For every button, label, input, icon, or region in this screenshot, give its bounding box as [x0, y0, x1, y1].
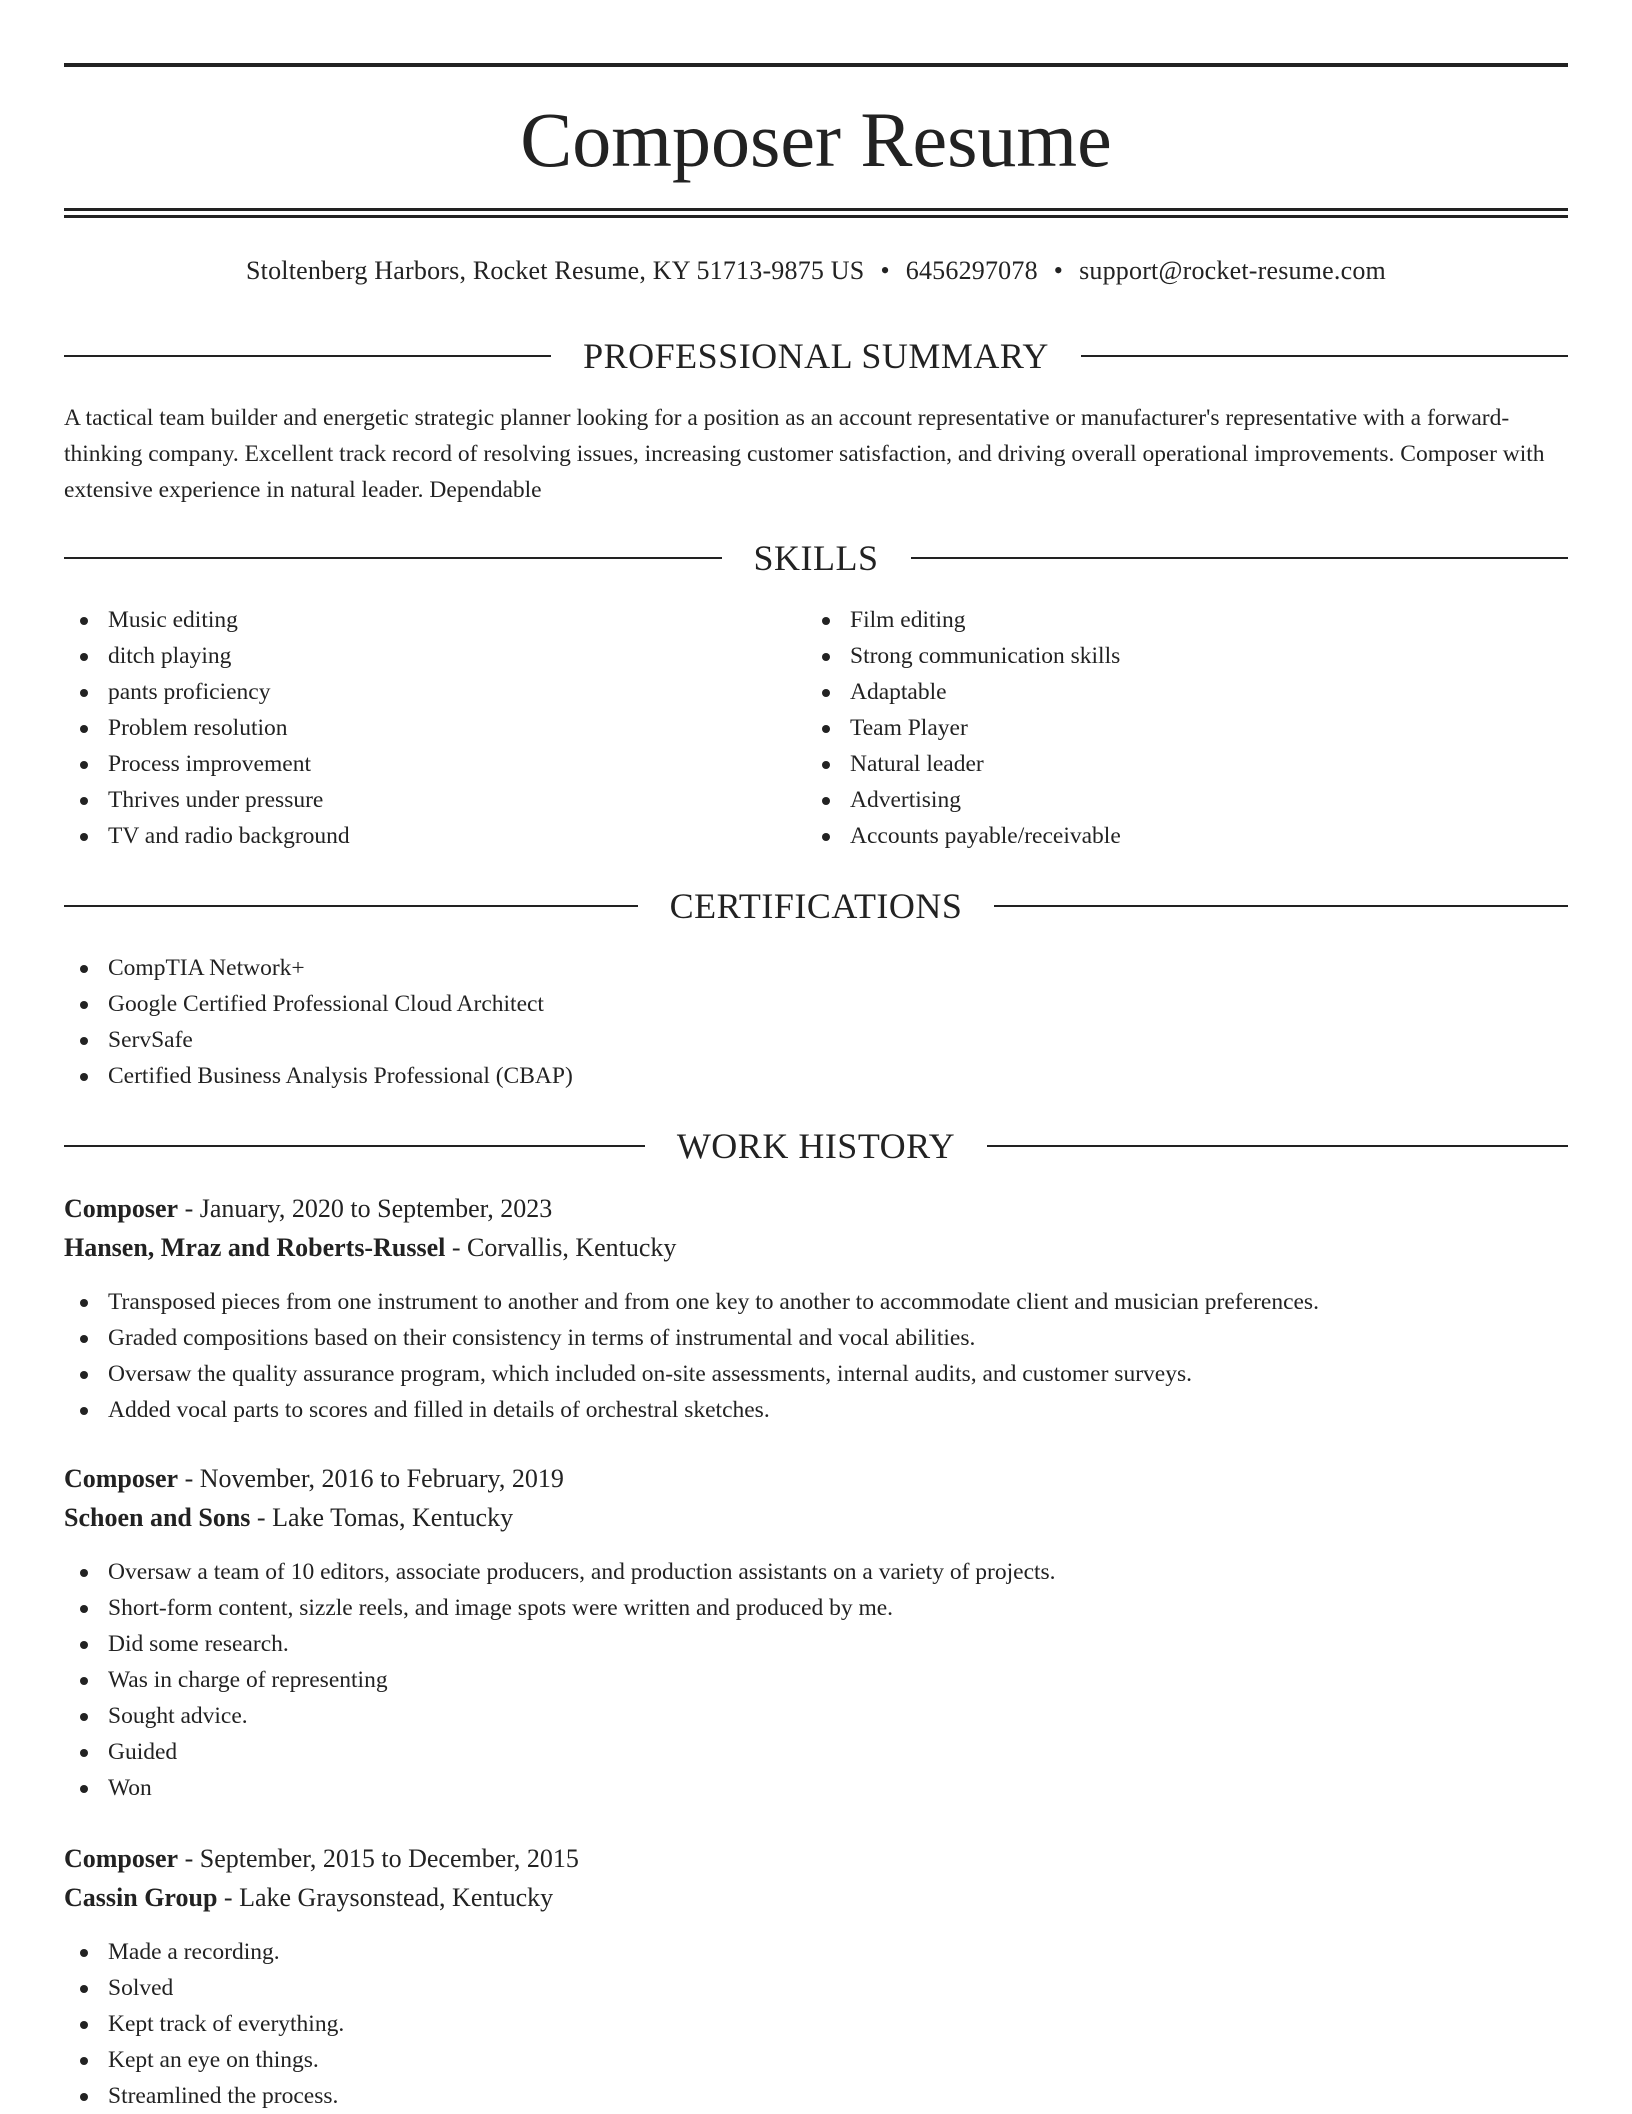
heading-rule-right — [1081, 355, 1568, 357]
job-company: Cassin Group — [64, 1883, 218, 1912]
certifications-list — [64, 950, 1568, 1094]
section-heading-skills — [64, 536, 1568, 580]
job-dates: - January, 2020 to September, 2023 — [178, 1194, 553, 1223]
job-company: Schoen and Sons — [64, 1503, 251, 1532]
job-bullets — [64, 1554, 1568, 1806]
list-item: Did some research. — [64, 1626, 1568, 1662]
list-item: Advertising — [806, 782, 1546, 818]
heading-rule-left — [64, 355, 551, 357]
job-dates: - November, 2016 to February, 2019 — [178, 1464, 564, 1493]
list-item: Problem resolution — [64, 710, 804, 746]
list-item: Oversaw a team of 10 editors, associate producers, and production assistants on a variety of projects. — [64, 1554, 1568, 1590]
list-item: Sought advice. — [64, 1698, 1568, 1734]
job-location: - Lake Graysonstead, Kentucky — [217, 1883, 554, 1912]
job-company-line — [64, 1879, 553, 1917]
contact-phone: 6456297078 — [905, 256, 1038, 285]
list-item: TV and radio background — [64, 818, 804, 854]
list-item: Guided — [64, 1734, 1568, 1770]
contact-separator: • — [880, 256, 890, 285]
contact-separator: • — [1053, 256, 1064, 285]
job-location: - Lake Tomas, Kentucky — [250, 1503, 514, 1532]
job-title-line — [64, 1190, 552, 1228]
list-item: Graded compositions based on their consistency in terms of instrumental and vocal abilities. — [64, 1320, 1568, 1356]
skills-list-right — [806, 602, 1546, 854]
list-item: Process improvement — [64, 746, 804, 782]
list-item: Adaptable — [806, 674, 1546, 710]
section-title: SKILLS — [753, 538, 879, 578]
section-heading-certifications — [64, 884, 1568, 928]
list-item: Certified Business Analysis Professional (CBAP) — [64, 1058, 1568, 1094]
section-heading-summary — [64, 334, 1568, 378]
job-role: Composer — [64, 1194, 179, 1223]
job-role: Composer — [64, 1464, 179, 1493]
job-dates: - September, 2015 to December, 2015 — [178, 1844, 579, 1873]
list-item: Short-form content, sizzle reels, and image spots were written and produced by me. — [64, 1590, 1568, 1626]
list-item: Oversaw the quality assurance program, which included on-site assessments, internal audits, and customer surveys. — [64, 1356, 1568, 1392]
section-title: CERTIFICATIONS — [669, 886, 963, 926]
job-company: Hansen, Mraz and Roberts-Russel — [64, 1233, 446, 1262]
page-title: Composer Resume — [520, 96, 1112, 183]
heading-rule-right — [987, 1145, 1568, 1147]
job-title-line — [64, 1840, 579, 1878]
list-item: Thrives under pressure — [64, 782, 804, 818]
list-item: Music editing — [64, 602, 804, 638]
skills-list-left — [64, 602, 804, 854]
list-item: Won — [64, 1770, 1568, 1806]
contact-line — [64, 254, 1568, 288]
contact-email: support@rocket-resume.com — [1079, 256, 1386, 285]
heading-rule-right — [994, 905, 1568, 907]
summary-text: A tactical team builder and energetic strategic planner looking for a position as an account representative or manufacturer's representative with a forward-thinking company. Excellent track record of resolving issues, increasing customer satisfaction, and driving overall operational improvements. Composer with extensive experience in natural leader. Dependable — [64, 405, 1545, 503]
job-bullets — [64, 1934, 1568, 2114]
job-title-line — [64, 1460, 564, 1498]
list-item: Natural leader — [806, 746, 1546, 782]
list-item: Streamlined the process. — [64, 2078, 1568, 2114]
section-heading-work-history — [64, 1124, 1568, 1168]
job-bullets — [64, 1284, 1568, 1428]
section-title: PROFESSIONAL SUMMARY — [583, 336, 1049, 376]
list-item: Was in charge of representing — [64, 1662, 1568, 1698]
list-item: Made a recording. — [64, 1934, 1568, 1970]
top-rule — [64, 63, 1568, 67]
heading-rule-right — [911, 557, 1569, 559]
job-company-line — [64, 1229, 676, 1267]
section-title: WORK HISTORY — [676, 1126, 956, 1166]
list-item: ditch playing — [64, 638, 804, 674]
contact-address: Stoltenberg Harbors, Rocket Resume, KY 51713-9875 US — [246, 256, 865, 285]
list-item: Transposed pieces from one instrument to another and from one key to another to accommodate client and musician preferences. — [64, 1284, 1568, 1320]
heading-rule-left — [64, 905, 638, 907]
job-location: - Corvallis, Kentucky — [445, 1233, 677, 1262]
list-item: Added vocal parts to scores and filled in details of orchestral sketches. — [64, 1392, 1568, 1428]
list-item: Kept an eye on things. — [64, 2042, 1568, 2078]
list-item: Solved — [64, 1970, 1568, 2006]
title-double-rule — [64, 208, 1568, 218]
list-item: pants proficiency — [64, 674, 804, 710]
job-role: Composer — [64, 1844, 179, 1873]
list-item: Google Certified Professional Cloud Architect — [64, 986, 1568, 1022]
list-item: Accounts payable/receivable — [806, 818, 1546, 854]
list-item: Team Player — [806, 710, 1546, 746]
list-item: Kept track of everything. — [64, 2006, 1568, 2042]
list-item: Film editing — [806, 602, 1546, 638]
heading-rule-left — [64, 557, 722, 559]
list-item: CompTIA Network+ — [64, 950, 1568, 986]
heading-rule-left — [64, 1145, 645, 1147]
list-item: ServSafe — [64, 1022, 1568, 1058]
job-company-line — [64, 1499, 513, 1537]
list-item: Strong communication skills — [806, 638, 1546, 674]
